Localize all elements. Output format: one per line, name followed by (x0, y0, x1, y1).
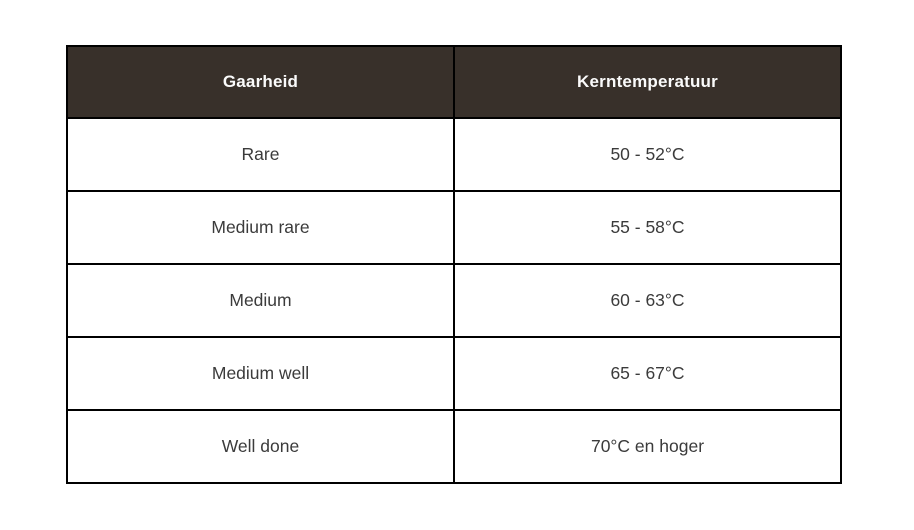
doneness-cell: Medium rare (67, 191, 454, 264)
doneness-cell: Medium well (67, 337, 454, 410)
header-gaarheid: Gaarheid (67, 46, 454, 118)
page (0, 45, 914, 530)
temperature-cell: 55 - 58°C (454, 191, 841, 264)
temperature-cell: 50 - 52°C (454, 118, 841, 191)
table-header-row (67, 46, 841, 118)
doneness-cell: Rare (67, 118, 454, 191)
table-row (67, 264, 841, 337)
temperature-cell: 70°C en hoger (454, 410, 841, 483)
doneness-temperature-table (66, 45, 842, 484)
header-kerntemperatuur: Kerntemperatuur (454, 46, 841, 118)
table-row (67, 191, 841, 264)
table-row (67, 118, 841, 191)
temperature-cell: 60 - 63°C (454, 264, 841, 337)
table-row (67, 337, 841, 410)
doneness-cell: Medium (67, 264, 454, 337)
temperature-cell: 65 - 67°C (454, 337, 841, 410)
table-row (67, 410, 841, 483)
doneness-cell: Well done (67, 410, 454, 483)
